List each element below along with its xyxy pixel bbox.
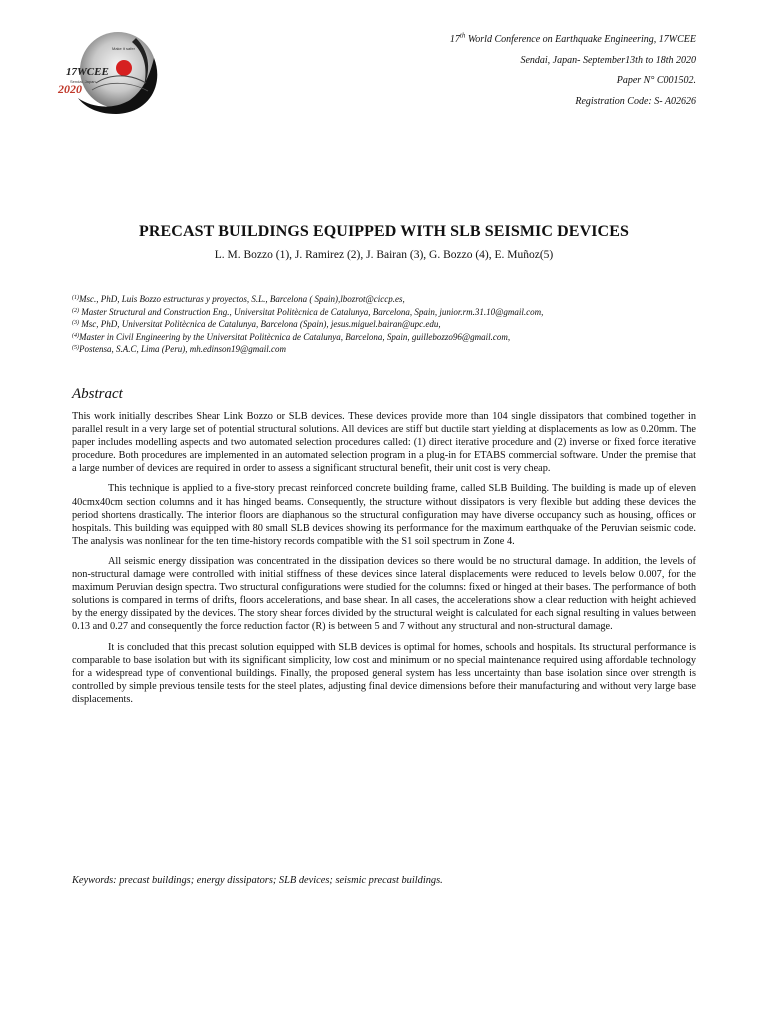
registration-code: Registration Code: S- A02626 bbox=[575, 95, 696, 107]
affiliation-item: $^{(3)}$ Msc, PhD, Universitat Politècnica de Catalunya, Barcelona (Spain), jesus.miguel.bairan@upc.edu, bbox=[72, 319, 441, 330]
logo-year: 2020 bbox=[58, 82, 82, 96]
affiliations bbox=[72, 293, 712, 356]
conference-name: 17th World Conference on Earthquake Engineering, 17WCEE bbox=[449, 31, 696, 45]
affiliation-item: $^{(2)}$ Master Structural and Construction Eng., Universitat Politècnica de Catalunya, Barcelona, Spain, junior.rm.31.10@gmail.com, bbox=[72, 306, 544, 317]
conference-location: Sendai, Japan- September13th to 18th 2020 bbox=[520, 54, 696, 66]
conference-header bbox=[336, 30, 696, 112]
logo-city: Sendai, Japan bbox=[70, 79, 96, 84]
abstract-heading: Abstract bbox=[72, 386, 123, 402]
abstract-paragraph: This technique is applied to a five-story precast reinforced concrete building frame, called SLB Building. The building is made up of eleven 40cmx40cm section columns and it has hinged beams. Consequently, the structure without dissipators is very flexible but adding these devices the period shortens drastically. The interior floors are diaphanous so the structural configuration may have diverse occupancy such as housing, offices or hospitals. This building was equipped with 80 small SLB devices showing its performance for the maximum earthquake of the Peruvian seismic code. The analysis was nonlinear for the ten time-history records compatible with the S1 soil spectrum in Zone 4. bbox=[72, 483, 696, 547]
affiliation-item: $^{(4)}$Master in Civil Engineering by the Universitat Politècnica de Catalunya, Barcelona, Spain, guillebozzo96@gmail.com, bbox=[72, 331, 511, 342]
logo-motto: Make it safer bbox=[112, 46, 135, 51]
paper-number: Paper N° C001502. bbox=[616, 75, 696, 86]
keywords: Keywords: precast buildings; energy dissipators; SLB devices; seismic precast buildings. bbox=[72, 875, 443, 886]
affiliation-item: $^{(5)}$Postensa, S.A.C, Lima (Peru), mh.edinson19@gmail.com bbox=[72, 344, 287, 355]
author-list: L. M. Bozzo (1), J. Ramirez (2), J. Bairan (3), G. Bozzo (4), E. Muñoz(5) bbox=[214, 249, 554, 261]
paper-title: PRECAST BUILDINGS EQUIPPED WITH SLB SEISMIC DEVICES bbox=[139, 223, 629, 240]
logo-brand: 17WCEE bbox=[66, 66, 109, 78]
abstract-paragraph: It is concluded that this precast solution equipped with SLB devices is optimal for homes, schools and hospitals. Its structural performance is comparable to base isolation but with its significant simplicity, low cost and minimum or no special maintenance required using affordable technology for a widespread type of conventional buildings. Finally, the proposed general system has less uncertainty than base isolation since over strength is controlled by simple previous tensile tests for the steel plates, adjusting final device dimensions before their manufacturing and without very large base displacements. bbox=[72, 641, 696, 705]
abstract-body bbox=[72, 410, 696, 713]
abstract-paragraph: All seismic energy dissipation was concentrated in the dissipation devices so there would be no structural damage. In addition, the levels of non-structural damage were controlled with initial stiffness of these devices since lateral displacements were reduced to levels below 0.007, for the maximum Peruvian design spectra. Two structural configurations were studied for the columns: fixed or hinged at their bases. The performance of both solutions is compared in terms of drifts, floors accelerations, and base shear. In all cases, the accelerations show a clear reduction with height achieved by the energy dissipated by the devices. The story shear forces divided by the structural weight is calculated for each signal resulting in values between 0.13 and 0.27 and consequently the force reduction factor (R) is between 5 and 7 without any structural and non-structural damage. bbox=[72, 555, 696, 633]
affiliation-item: $^{(1)}$Msc., PhD, Luis Bozzo estructuras y proyectos, S.L., Barcelona ( Spain),lbozrot@ciccp.es, bbox=[72, 294, 405, 304]
conference-logo bbox=[56, 28, 166, 123]
abstract-paragraph: This work initially describes Shear Link Bozzo or SLB devices. These devices provide more than 104 single dissipators that combined together in parallel result in a very large set of potential structural solutions. All devices are stiff but ductile start yielding at displacements as low as 0.20mm. The paper includes modelling aspects and two automated selection procedures called: (1) direct iterative procedure and (2) inverse or fixed force iterative procedure. Both procedures are implemented in an automated selection program in a plug-in for ETABS commercial software. Under the premise that a large number of devices are required in order to assess a significant structural benefit, their unit cost is very cheap. bbox=[72, 411, 696, 475]
